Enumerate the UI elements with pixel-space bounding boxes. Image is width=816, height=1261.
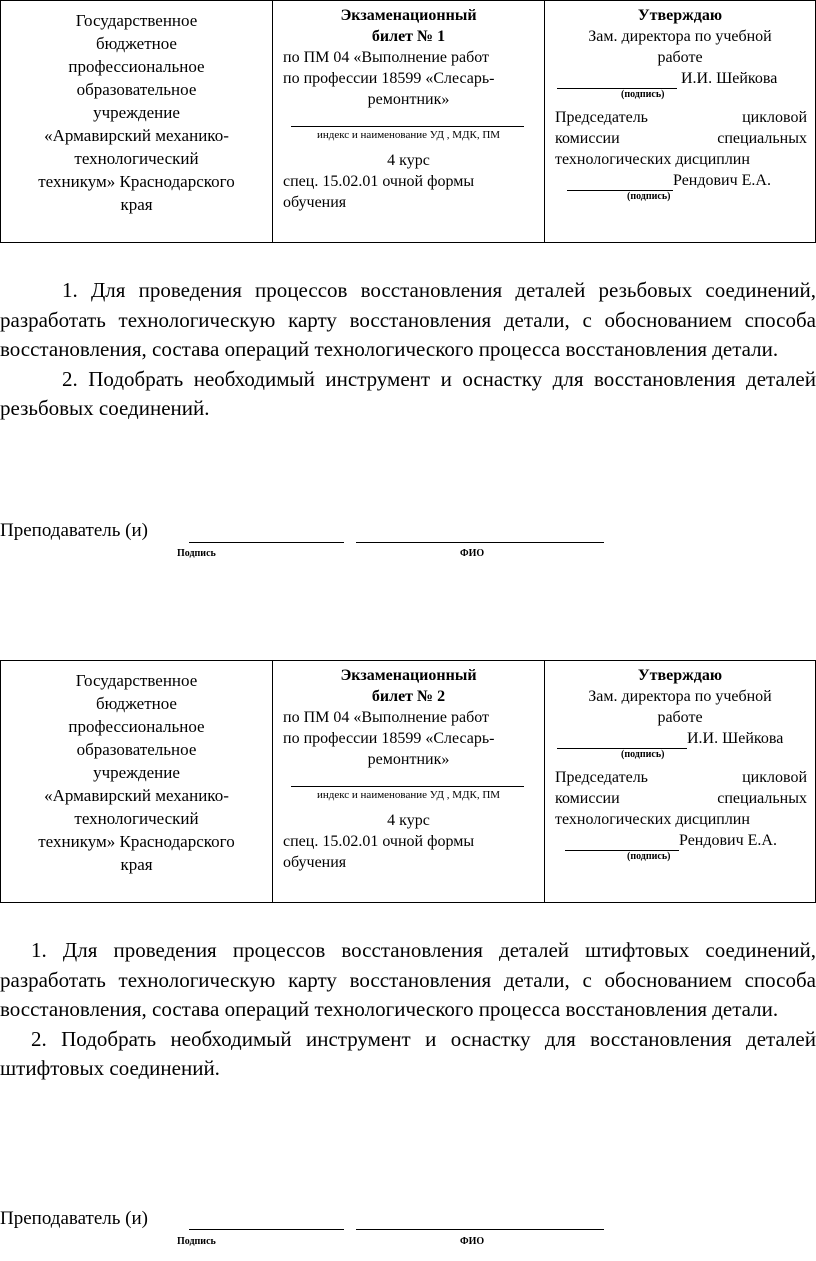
approve-title: Утверждаю [637,7,723,24]
institution-line: «Армавирский механико- [44,786,229,805]
module-line: ремонтник» [367,91,450,108]
specialty: спец. 15.02.01 очной формы [283,173,475,190]
chair-word: цикловой [742,109,807,126]
chair-name: Рендович Е.А. [673,172,771,189]
fio-label: ФИО [460,1236,485,1247]
institution-line: Государственное [75,11,198,30]
teacher-fio-line [356,1228,604,1230]
course: 4 курс [387,152,430,169]
index-caption: индекс и наименование УД , МДК, ПМ [316,129,501,141]
task-2: 2. Подобрать необходимый инструмент и оснастку для восстановления деталей штифтовых соединений. [0,1026,816,1080]
sign-caption: (подпись) [621,89,665,100]
index-underline [291,110,524,127]
approve-role: работе [657,49,703,66]
teacher-label: Преподаватель (и) [0,520,148,541]
teacher-signature-line [189,541,344,543]
approve-role: Зам. директора по учебной [588,28,772,45]
fio-label: ФИО [460,548,485,559]
task-1: 1. Для проведения процессов восстановления деталей резьбовых соединений, разработать технологическую карту восстановления детали, с обоснованием способа восстановления, состава операций технологического процесса восстановления детали. [0,278,816,361]
ticket-header-2 [0,660,816,903]
teacher-label: Преподаватель (и) [0,1208,148,1229]
sign-caption: (подпись) [621,749,665,760]
chair-block [545,107,815,170]
institution-cell [1,661,272,902]
approve-signature-row [545,68,815,89]
institution-cell [1,1,272,242]
module-line: по ПМ 04 «Выполнение работ [283,49,490,66]
approve-title: Утверждаю [637,667,723,684]
approval-cell [545,1,815,242]
index-underline [291,770,524,787]
chair-line: технологических дисциплин [555,811,750,828]
chair-word: цикловой [742,769,807,786]
institution-line: края [120,855,153,874]
institution-line: технологический [74,809,199,828]
institution-line: края [120,195,153,214]
chair-word: Председатель [555,109,648,126]
institution-line: техникум» Краснодарского [38,832,235,851]
institution-line: профессиональное [68,57,205,76]
ticket-title: Экзаменационный [340,667,477,684]
approver-name: И.И. Шейкова [677,70,778,87]
chair-word: специальных [717,790,807,807]
course: 4 курс [387,812,430,829]
chair-word: Председатель [555,769,648,786]
approve-role: Зам. директора по учебной [588,688,772,705]
institution-line: техникум» Краснодарского [38,172,235,191]
approve-role: работе [657,709,703,726]
task-2: 2. Подобрать необходимый инструмент и оснастку для восстановления деталей резьбовых соединений. [0,366,816,420]
chair-word: специальных [717,130,807,147]
institution-line: профессиональное [68,717,205,736]
sign-label: Подпись [177,1236,216,1247]
task-text [0,936,816,1084]
institution-line: технологический [74,149,199,168]
institution-line: учреждение [93,103,180,122]
module-line: ремонтник» [367,751,450,768]
approval-cell [545,661,815,902]
institution-line: образовательное [76,740,197,759]
teacher-fio-line [356,541,604,543]
teacher-row [0,1208,148,1230]
module-line: по ПМ 04 «Выполнение работ [283,709,490,726]
task-1: 1. Для проведения процессов восстановления деталей штифтовых соединений, разработать технологическую карту восстановления детали, с обоснованием способа восстановления, состава операций технологического процесса восстановления детали. [0,938,816,1021]
ticket-header-1 [0,0,816,243]
approve-signature-row [545,728,815,749]
teacher-row [0,520,148,542]
ticket-number: билет № 1 [371,28,446,45]
chair-block [545,767,815,830]
study-form: обучения [283,854,347,871]
specialty: спец. 15.02.01 очной формы [283,833,475,850]
chair-signature-row [545,830,815,851]
chair-word: комиссии [555,790,620,807]
ticket-number: билет № 2 [371,688,446,705]
chair-word: комиссии [555,130,620,147]
institution-line: бюджетное [96,694,177,713]
ticket-info-cell [273,1,544,242]
institution-line: «Армавирский механико- [44,126,229,145]
chair-signature-row [545,170,815,191]
module-line: по профессии 18599 «Слесарь- [283,730,495,747]
ticket-title: Экзаменационный [340,7,477,24]
institution-line: образовательное [76,80,197,99]
study-form: обучения [283,194,347,211]
sign-caption: (подпись) [627,191,671,202]
sign-label: Подпись [177,548,216,559]
approver-name: И.И. Шейкова [687,730,784,747]
index-caption: индекс и наименование УД , МДК, ПМ [316,789,501,801]
sign-caption: (подпись) [627,851,671,862]
institution-line: бюджетное [96,34,177,53]
chair-name: Рендович Е.А. [679,832,777,849]
teacher-signature-line [189,1228,344,1230]
institution-line: Государственное [75,671,198,690]
ticket-info-cell [273,661,544,902]
chair-line: технологических дисциплин [555,151,750,168]
institution-line: учреждение [93,763,180,782]
module-line: по профессии 18599 «Слесарь- [283,70,495,87]
task-text [0,276,816,424]
